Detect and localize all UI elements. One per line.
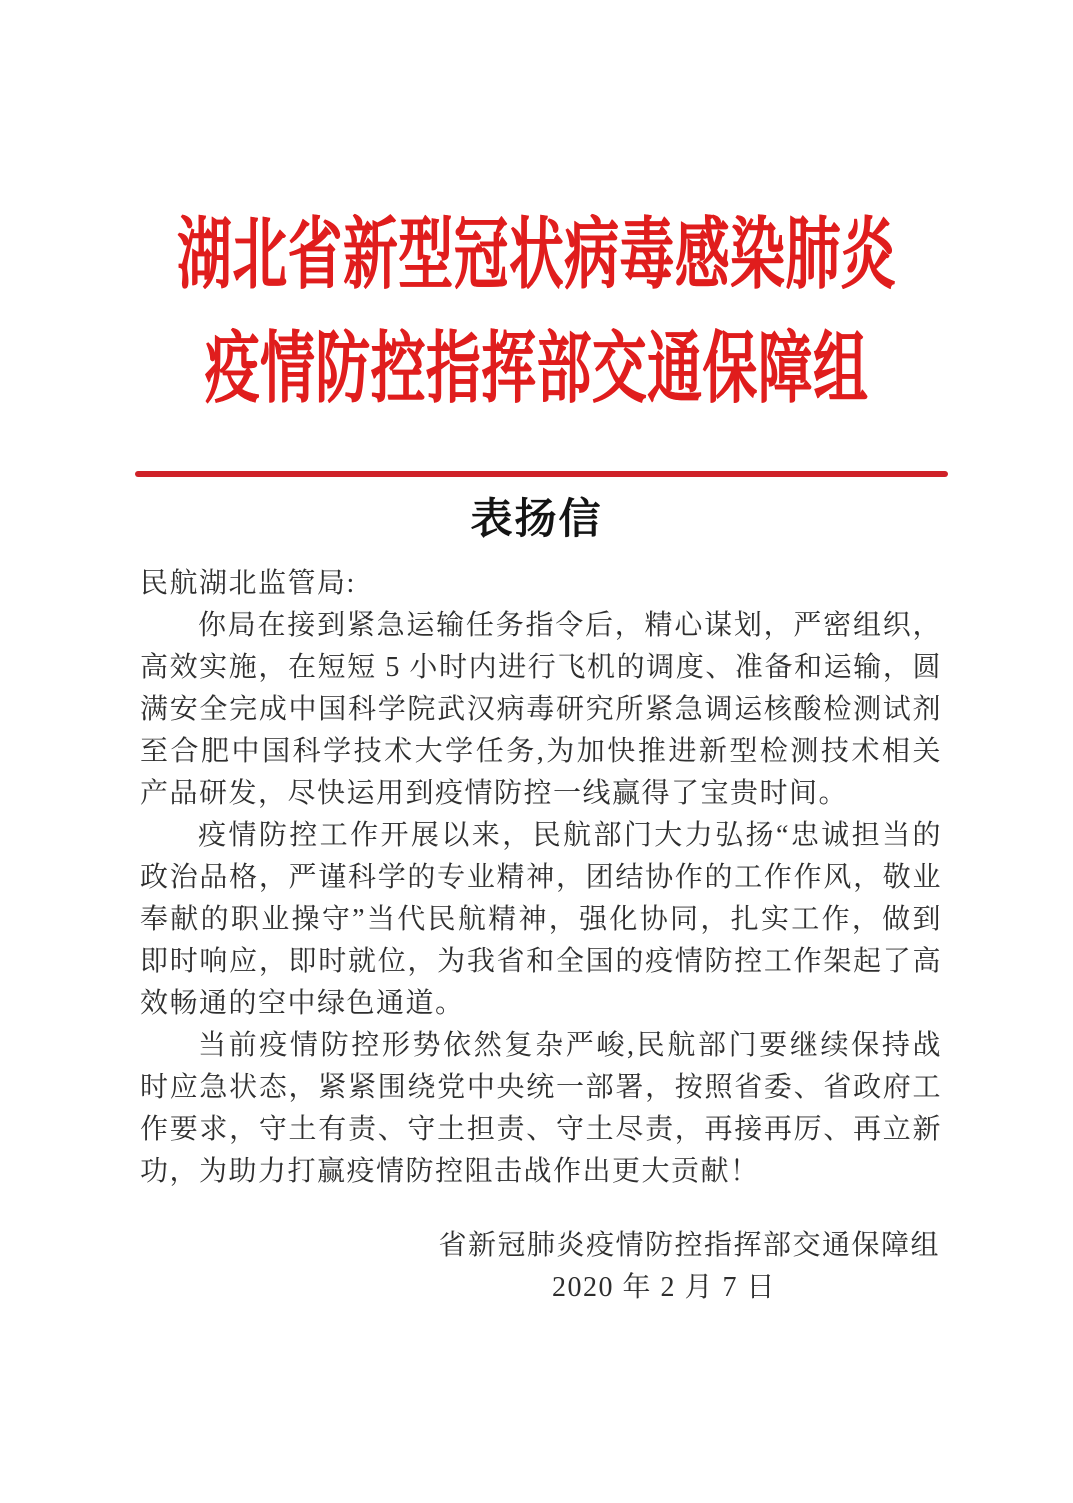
signature: 省新冠肺炎疫情防控指挥部交通保障组 (438, 1230, 940, 1261)
letterhead-line-2: 疫情防控指挥部交通保障组 (204, 325, 869, 412)
paragraph-1: 你局在接到紧急运输任务指令后，精心谋划，严密组织，高效实施，在短短 5 小时内进行飞机的调度、准备和运输，圆满安全完成中国科学院武汉病毒研究所紧急调运核酸检测试剂至合肥中国科学技术大学任务,为加快推进新型检测技术相关产品研发，尽快运用到疫情防控一线赢得了宝贵时间。 (140, 610, 942, 809)
salutation: 民航湖北监管局: (140, 568, 356, 599)
paragraph-3: 当前疫情防控形势依然复杂严峻,民航部门要继续保持战时应急状态，紧紧围绕党中央统一部署，按照省委、省政府工作要求，守土有责、守土担责、守土尽责，再接再厉、再立新功，为助力打赢疫情防控阻击战作出更大贡献！ (140, 1030, 942, 1187)
signature-block (140, 1225, 942, 1309)
date: 2020 年 2 月 7 日 (551, 1272, 776, 1303)
letter-title: 表扬信 (470, 497, 603, 543)
letterhead (0, 198, 1073, 426)
paragraph-2: 疫情防控工作开展以来，民航部门大力弘扬“忠诚担当的政治品格，严谨科学的专业精神，团结协作的工作作风，敬业奉献的职业操守”当代民航精神，强化协同，扎实工作，做到即时响应，即时就位，为我省和全国的疫情防控工作架起了高效畅通的空中绿色通道。 (140, 820, 942, 1019)
red-divider (135, 471, 948, 477)
letter-body (140, 563, 942, 1309)
letterhead-line-1: 湖北省新型冠状病毒感染肺炎 (177, 211, 896, 298)
